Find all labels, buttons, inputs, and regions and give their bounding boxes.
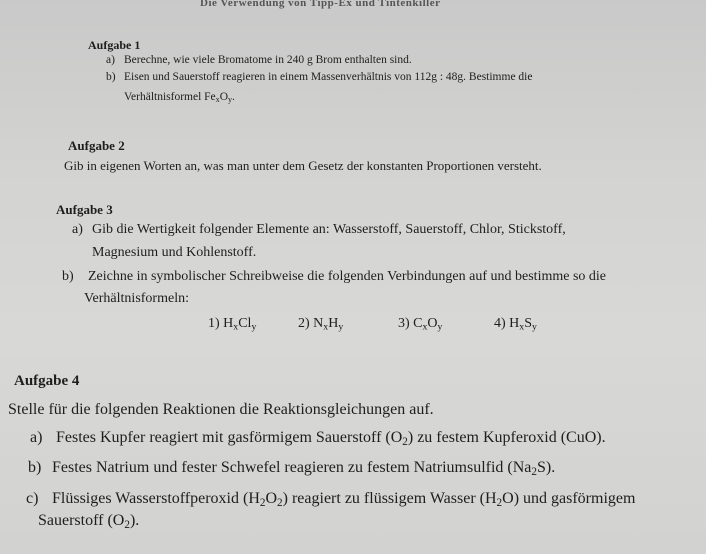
task-1b-line2: Verhältnisformel $Fe_xO_y$. <box>124 91 235 104</box>
task-4c-line2: Sauerstoff $(O_2)$. <box>38 512 140 531</box>
task-3-title: Aufgabe 3 <box>56 202 113 217</box>
task-1b-line1: Eisen und Sauerstoff reagieren in einem Massenverhältnis von 112g : 48g. Bestimme die <box>124 71 533 83</box>
task-1b-label: b) <box>106 71 116 83</box>
task-3b-line1: Zeichne in symbolischer Schreibweise die folgenden Verbindungen auf und bestimme so die <box>88 269 606 284</box>
task-3b-line2: Verhältnisformeln: <box>84 291 189 306</box>
task-3a-line2: Magnesium und Kohlenstoff. <box>92 245 257 260</box>
task-1-title: Aufgabe 1 <box>88 38 141 52</box>
task-4a-label: a) <box>30 429 43 446</box>
header-fragment: Die Verwendung von Tipp-Ex und Tintenkiller <box>200 0 441 9</box>
formula-2: 2) $N_xH_y$ <box>298 316 344 333</box>
task-4b-label: b) <box>28 459 42 476</box>
task-4c-label: c) <box>26 490 39 507</box>
formula-4: 4) $H_xS_y$ <box>494 316 537 333</box>
task-3a-label: a) <box>72 222 83 237</box>
task-1a-label: a) <box>106 54 115 66</box>
task-2-text: Gib in eigenen Worten an, was man unter dem Gesetz der konstanten Proportionen versteht. <box>64 158 542 173</box>
task-3b-label: b) <box>62 269 74 284</box>
formula-1: 1) $H_xCl_y$ <box>208 316 257 333</box>
task-4-intro: Stelle für die folgenden Reaktionen die Reaktionsgleichungen auf. <box>8 401 434 418</box>
formula-3: 3) $C_xO_y$ <box>398 316 443 333</box>
task-1a-text: Berechne, wie viele Bromatome in 240 g Brom enthalten sind. <box>124 54 412 66</box>
task-3a-line1: Gib die Wertigkeit folgender Elemente an: Wasserstoff, Sauerstoff, Chlor, Stickstoff, <box>92 222 566 237</box>
task-2-title: Aufgabe 2 <box>68 138 125 153</box>
task-4b-text: Festes Natrium und fester Schwefel reagieren zu festem Natriumsulfid $(Na_2S)$. <box>52 459 556 478</box>
task-4-title: Aufgabe 4 <box>14 373 80 389</box>
task-4c-line1: Flüssiges Wasserstoffperoxid $(H_2O_2)$ reagiert zu flüssigem Wasser $(H_2O)$ und gasförmigem <box>52 490 636 509</box>
task-4a-text: Festes Kupfer reagiert mit gasförmigem Sauerstoff $(O_2)$ zu festem Kupferoxid (CuO). <box>56 429 606 448</box>
